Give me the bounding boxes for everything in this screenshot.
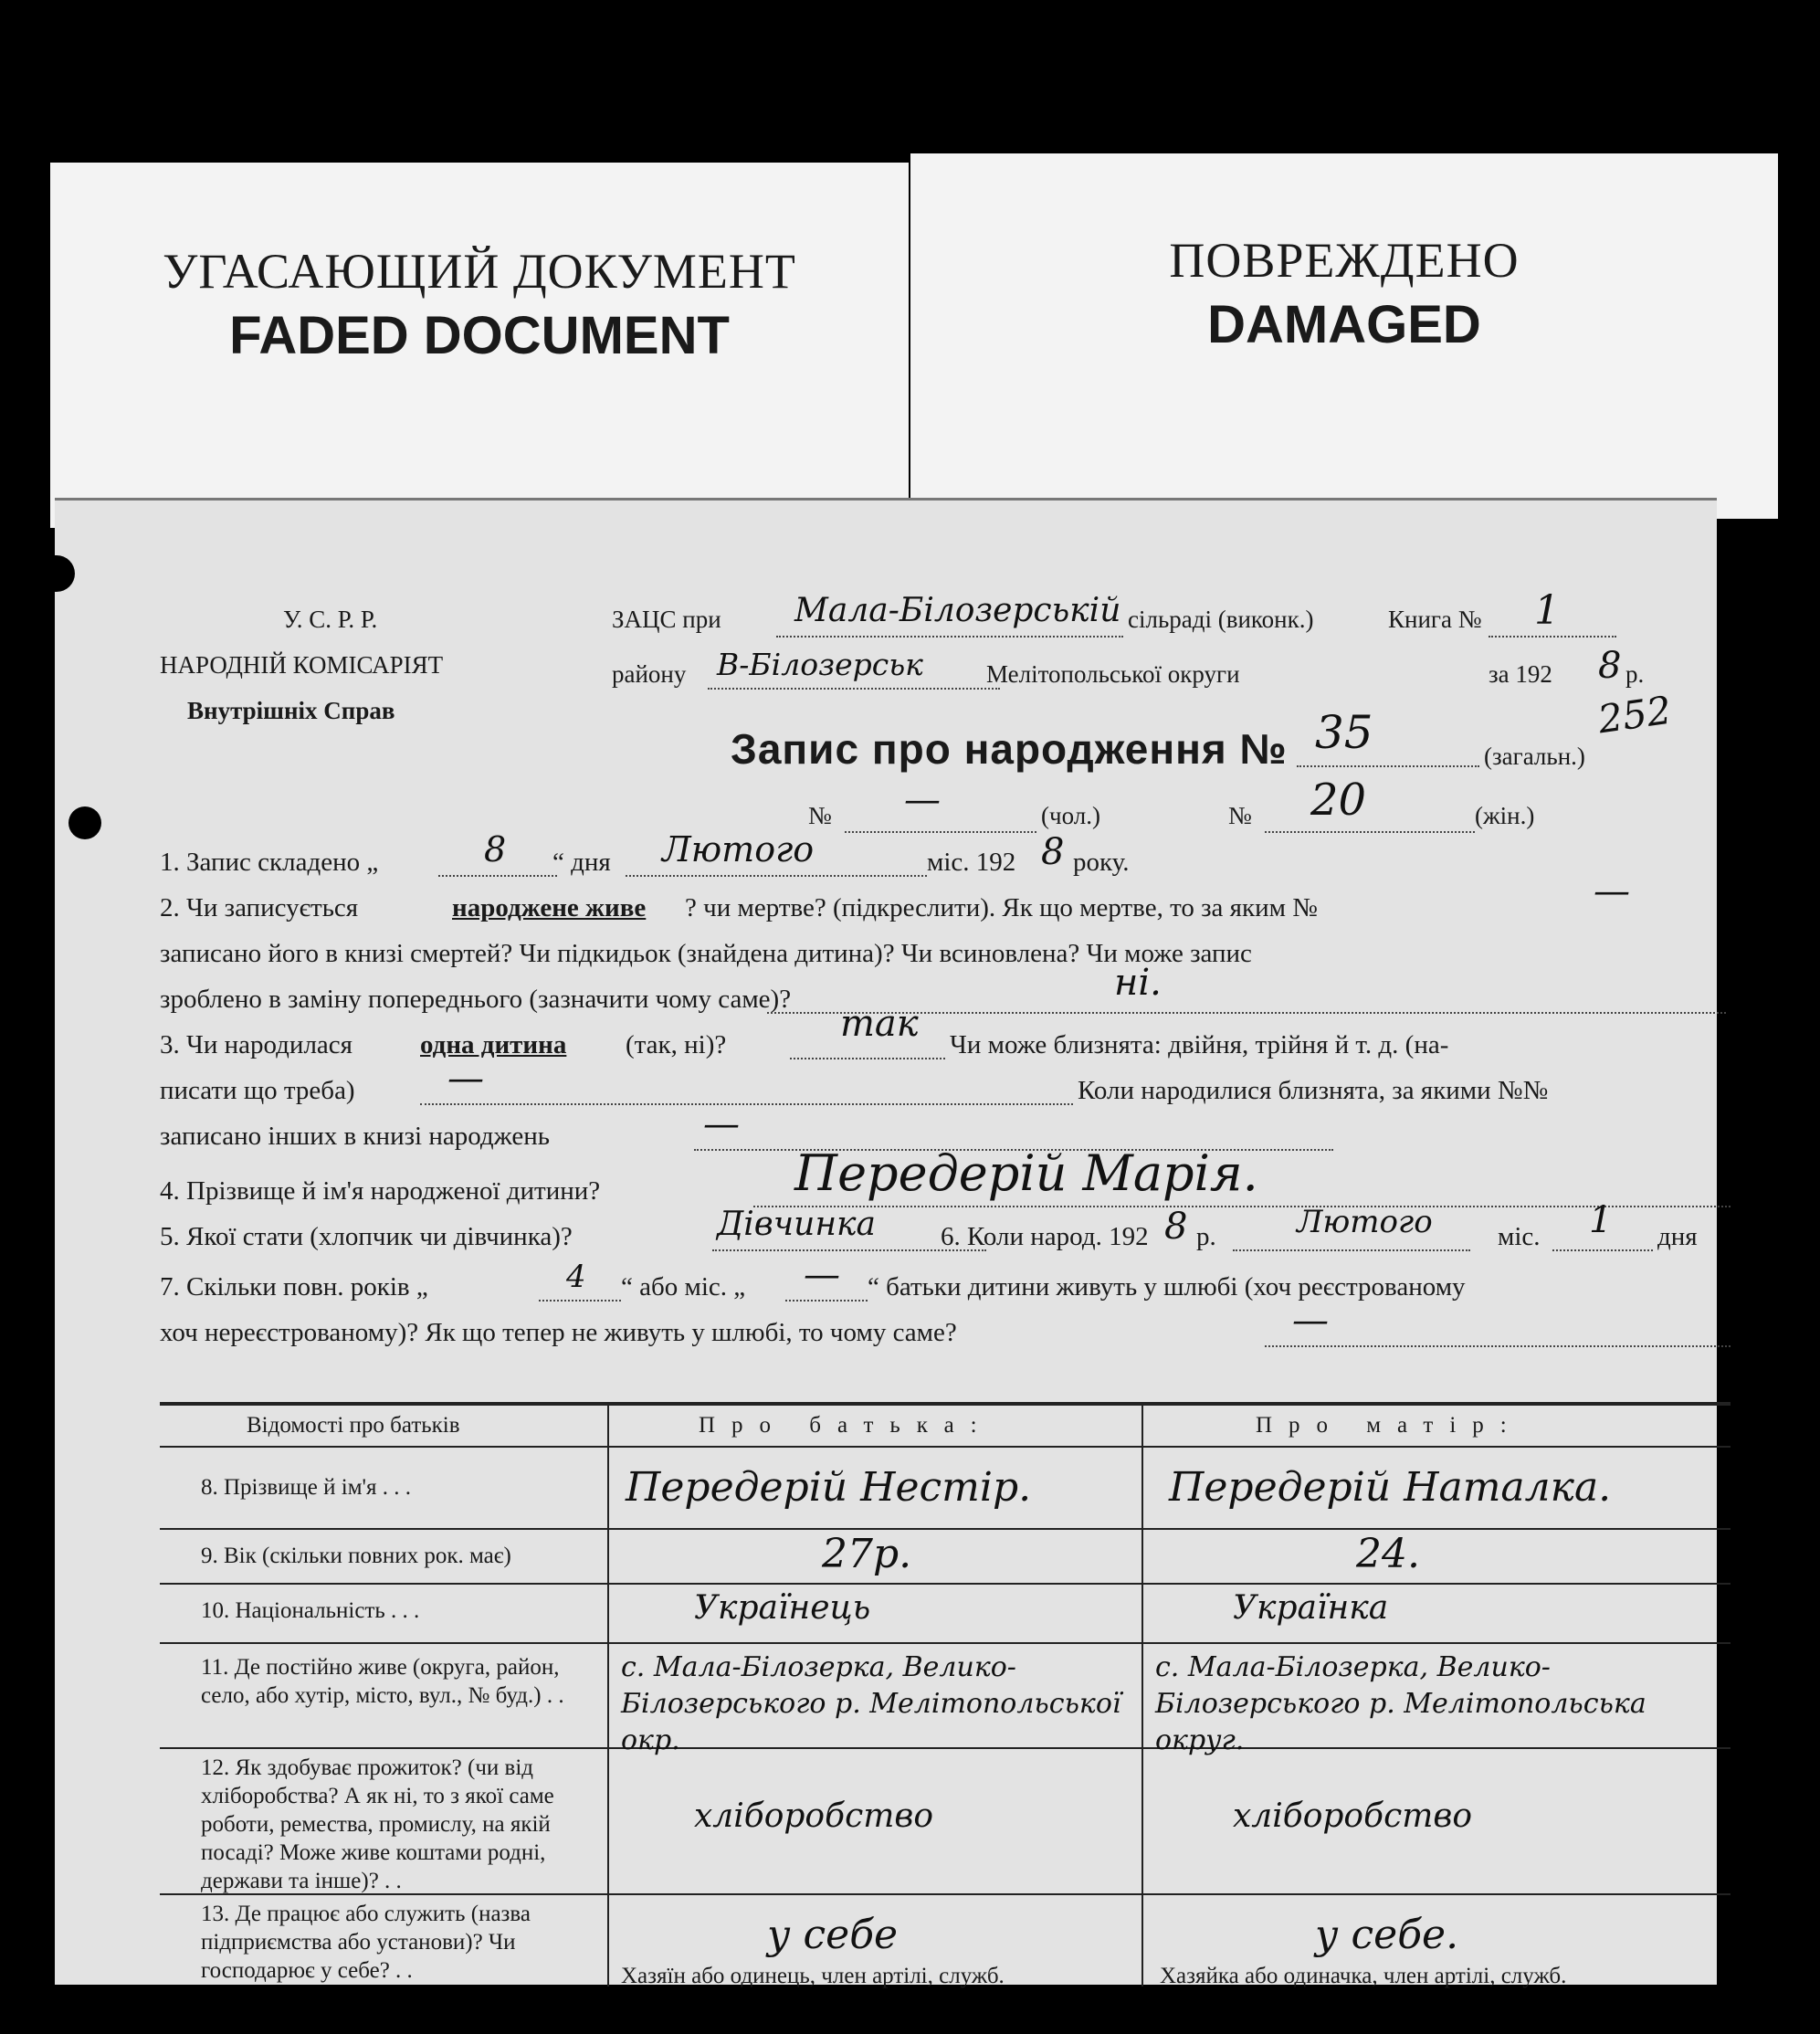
q5-value: Дівчинка (717, 1206, 876, 1243)
q4-value: Передерій Марія. (794, 1144, 1258, 1202)
zags-prefix: ЗАЦС при (612, 606, 721, 633)
row-label-8: 8. Прізвище й ім'я . . . (201, 1475, 412, 1500)
table-head-info: Відомості про батьків (247, 1413, 460, 1438)
mother-footer: Хазяйка або одиначка, член артілі, служб. (1160, 1964, 1567, 1988)
q3-line2-a: писати що треба) (160, 1076, 355, 1105)
q6-year: 8 (1164, 1206, 1188, 1248)
q7-value: — (1292, 1300, 1329, 1342)
q3-value: так (840, 1003, 919, 1045)
q2-line2: записано його в книзі смертей? Чи підкидьок (знайдена дитина)? Чи всиновлена? Чи може запис (160, 939, 1252, 968)
damaged-label-en: DAMAGED (1207, 295, 1481, 354)
district-prefix: району (612, 660, 687, 688)
q2-text-c: ? чи мертве? (підкреслити). Як що мертве, то за яким № (685, 893, 1318, 922)
affairs-label: Внутрішніх Справ (187, 697, 395, 724)
q7-text: 7. Скільки повн. років „ (160, 1272, 428, 1302)
sheet-notch (55, 555, 75, 592)
q2-value: — (1594, 870, 1630, 912)
faded-label-en: FADED DOCUMENT (229, 306, 730, 365)
table-head-father: Про батька: (699, 1413, 994, 1438)
year-prefix: за 192 (1489, 660, 1552, 688)
total-label: (загальн.) (1484, 743, 1585, 770)
q2-line3: зроблено в заміну попереднього (зазначити чому саме)? (160, 985, 792, 1014)
record-number-male: — (904, 779, 941, 821)
q3-text-a: 3. Чи народилася (160, 1030, 353, 1059)
row-label-11: 11. Де постійно живе (округа, район, село, або хутір, місто, вул., № буд.) . . (201, 1655, 564, 1708)
record-title: Запис про народження № (731, 725, 1288, 773)
margin-number: 252 (1594, 687, 1675, 743)
q7-text-c: “ батьки дитини живуть у шлюбі (хоч реєстрованому (868, 1272, 1466, 1302)
book-label: Книга № (1388, 606, 1482, 633)
q3-line2-value: — (447, 1058, 484, 1100)
birth-record-form (55, 498, 1717, 1988)
mother-occupation: хліборобство (1233, 1797, 1473, 1835)
q3-text-b: одна дитина (420, 1030, 567, 1059)
year-suffix: р. (1625, 660, 1645, 688)
commissariat-label: НАРОДНІЙ КОМІСАРІЯТ (160, 651, 444, 679)
q2-text-a: 2. Чи записується (160, 893, 359, 922)
q3-text-c: (так, ні)? (626, 1030, 727, 1059)
book-value: 1 (1534, 587, 1560, 634)
father-workplace: у себе (767, 1912, 899, 1958)
mother-nationality: Українка (1233, 1589, 1389, 1627)
council-label: сільраді (виконк.) (1128, 606, 1314, 633)
q6-text-d: дня (1657, 1222, 1698, 1251)
q3-line2-b: Коли народилися близнята, за якими №№ (1078, 1076, 1549, 1105)
q5-text: 5. Якої стати (хлопчик чи дівчинка)? (160, 1222, 573, 1251)
q3-line3-a: записано інших в книзі народжень (160, 1122, 550, 1151)
q2-line3-value: ні. (1114, 962, 1162, 1004)
q1-text-a: 1. Запис складено „ (160, 848, 379, 877)
damaged-label (910, 153, 1778, 519)
female-label: (жін.) (1475, 802, 1535, 829)
mother-workplace: у себе. (1315, 1912, 1459, 1958)
q1-year: 8 (1041, 831, 1065, 873)
father-address: с. Мала-Білозерка, Велико-Білозерського р. Мелітопольської окр. (621, 1651, 1121, 1756)
father-occupation: хліборобство (694, 1797, 934, 1835)
father-name: Передерій Нестір. (626, 1464, 1032, 1511)
faded-label-ru: УГАСАЮЩИЙ ДОКУМЕНТ (163, 244, 796, 299)
damaged-label-ru: ПОВРЕЖДЕНО (1169, 233, 1520, 288)
republic-label: У. С. Р. Р. (283, 606, 378, 633)
q3-line3-value: — (703, 1103, 740, 1145)
q6-month: Лютого (1297, 1204, 1433, 1240)
q6-day: 1 (1589, 1199, 1613, 1241)
male-no-label: № (808, 802, 832, 829)
q7-months: — (804, 1254, 840, 1296)
q1-text-d: року. (1073, 848, 1130, 877)
q6-text-b: р. (1196, 1222, 1216, 1251)
female-no-label: № (1228, 802, 1252, 829)
q3-text-d: Чи може близнята: двійня, трійня й т. д. (на- (950, 1030, 1449, 1059)
record-number-total: 35 (1315, 706, 1373, 759)
q1-text-c: міс. 192 (927, 848, 1016, 877)
q2-text-b: народжене живе (452, 893, 647, 922)
q7-line2: хоч нереєстрованому)? Як що тепер не живуть у шлюбі, то чому саме? (160, 1318, 957, 1347)
mother-address: с. Мала-Білозерка, Велико-Білозерського р. Мелітопольська округ. (1155, 1651, 1646, 1756)
row-label-10: 10. Національність . . . (201, 1598, 420, 1623)
record-number-female: 20 (1310, 775, 1367, 826)
father-age: 27р. (822, 1531, 912, 1577)
row-label-9: 9. Вік (скільки повних рок. має) (201, 1544, 511, 1568)
row-label-12: 12. Як здобуває прожиток? (чи від хліборобства? А як ні, то з якої саме роботи, ремества, промислу, на якій посаді? Може живе коштами родні, держави та інше)? . . (201, 1755, 554, 1893)
faded-document-label (50, 163, 909, 528)
q1-day: 8 (484, 829, 507, 869)
q7-years: 4 (566, 1259, 586, 1295)
year-digit: 8 (1598, 645, 1622, 687)
father-nationality: Українець (694, 1589, 871, 1627)
okruga-label: Мелітопольської округи (986, 660, 1240, 688)
mother-age: 24. (1356, 1531, 1420, 1577)
table-head-mother: Про матір: (1256, 1413, 1523, 1438)
row-label-13: 13. Де працює або служить (назва підприємства або установи)? Чи господарює у себе? . . (201, 1902, 531, 1983)
q6-text-c: міс. (1498, 1222, 1541, 1251)
q7-text-b: “ або міс. „ (621, 1272, 746, 1302)
q1-month: Лютого (662, 829, 815, 869)
q6-text: 6. Коли народ. 192 (941, 1222, 1149, 1251)
q4-text: 4. Прізвище й ім'я народженої дитини? (160, 1176, 601, 1206)
father-footer: Хазяїн або одинець, член артілі, служб. (621, 1964, 1005, 1988)
male-label: (чол.) (1041, 802, 1100, 829)
punch-hole (68, 806, 101, 839)
district-value: В-Білозерськ (717, 647, 923, 682)
mother-name: Передерій Наталка. (1169, 1464, 1612, 1511)
zags-value: Мала-Білозерській (794, 592, 1121, 629)
q1-text-b: “ дня (552, 848, 611, 877)
